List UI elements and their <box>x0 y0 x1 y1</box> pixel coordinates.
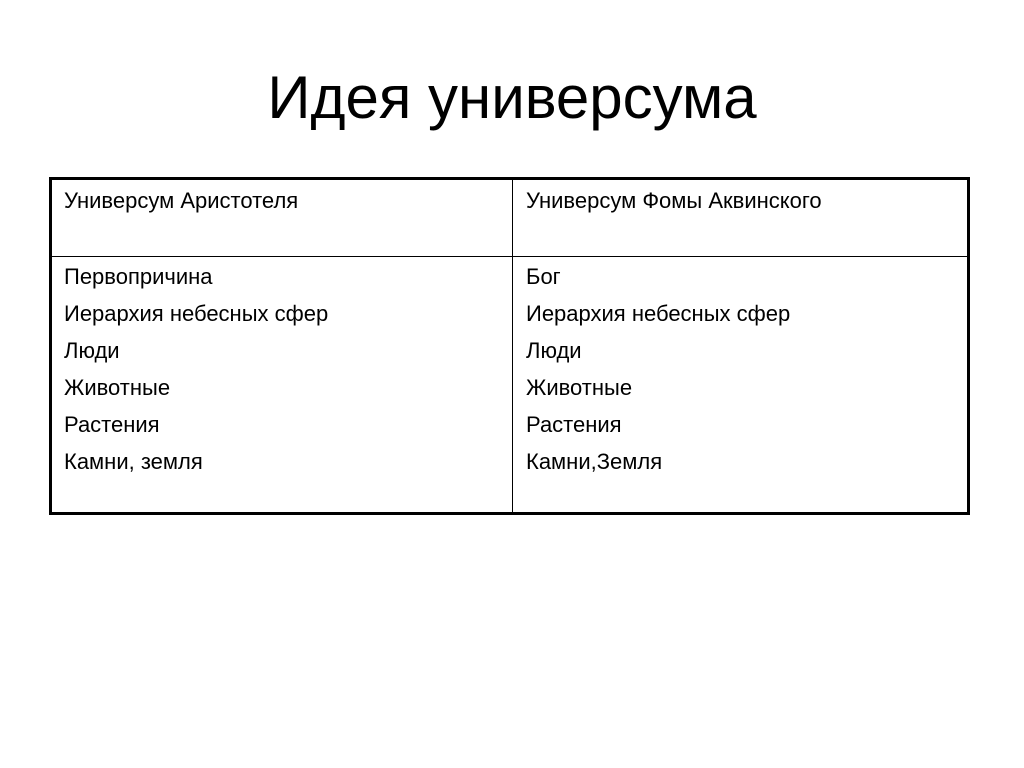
list-item: Животные <box>64 375 171 400</box>
table-header-aristotle <box>52 182 513 256</box>
comparison-table <box>49 177 970 515</box>
list-item: Люди <box>64 338 120 363</box>
list-item: Иерархия небесных сфер <box>526 301 791 326</box>
list-item: Первопричина <box>64 264 213 289</box>
table-header-aquinas <box>514 182 967 256</box>
list-item: Камни,Земля <box>526 449 663 474</box>
list-item: Бог <box>526 264 561 289</box>
list-item: Иерархия небесных сфер <box>64 301 329 326</box>
list-item: Люди <box>526 338 582 363</box>
aquinas-universe-list <box>526 258 967 480</box>
table-cell-aristotle-items <box>52 258 513 513</box>
table-cell-aquinas-items <box>514 258 967 513</box>
table-header-divider <box>52 256 967 257</box>
list-item: Камни, земля <box>64 449 203 474</box>
list-item: Растения <box>526 412 622 437</box>
list-item: Растения <box>64 412 160 437</box>
header-label-aristotle: Универсум Аристотеля <box>64 188 299 213</box>
list-item: Животные <box>526 375 633 400</box>
header-label-aquinas: Универсум Фомы Аквинского <box>526 188 822 213</box>
aristotle-universe-list <box>64 258 513 480</box>
slide-title: Идея универсума <box>267 64 757 131</box>
